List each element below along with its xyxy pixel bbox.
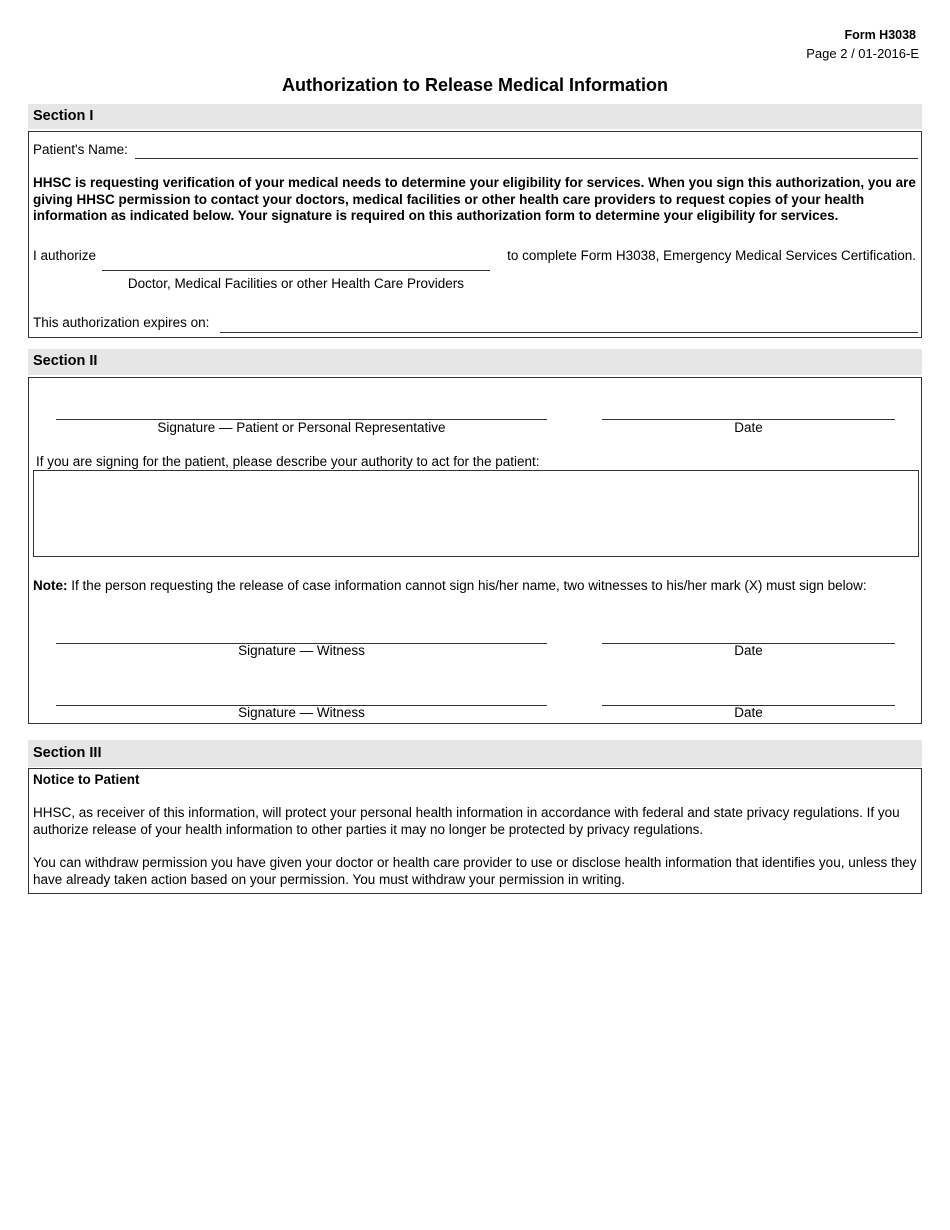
- form-number: Form H3038: [844, 28, 916, 42]
- witness-2-caption: Signature — Witness: [238, 705, 365, 720]
- section-3-header: [28, 740, 922, 767]
- provider-caption: Doctor, Medical Facilities or other Health Care Providers: [127, 276, 465, 291]
- section-3-heading: Section III: [33, 745, 102, 761]
- page-info: Page 2 / 01-2016-E: [806, 46, 919, 61]
- patient-date-caption: Date: [734, 420, 763, 435]
- intro-text: HHSC is requesting verification of your medical needs to determine your eligibility for services. When you sign this authorization, you are giving HHSC permission to contact your doctors, medical facilities or other health care providers to request copies of your health information as indicated below. Your signature is required on this authorization form to determine your eligibility for services.: [33, 175, 916, 223]
- authorize-suffix: to complete Form H3038, Emergency Medical Services Certification.: [507, 248, 916, 263]
- authorize-label: I authorize: [33, 248, 97, 263]
- provider-field[interactable]: [102, 270, 490, 271]
- patient-name-field[interactable]: [135, 158, 918, 159]
- notice-paragraph-1: HHSC, as receiver of this information, will protect your personal health information in accordance with federal and state privacy regulations. If you authorize release of your health information to other parties it may no longer be protected by privacy regulations.: [33, 805, 900, 837]
- note-body: If the person requesting the release of case information cannot sign his/her name, two witnesses to his/her mark (X) must sign below:: [67, 578, 867, 593]
- authority-label: If you are signing for the patient, please describe your authority to act for the patient:: [36, 454, 540, 469]
- witness-1-date-caption: Date: [734, 643, 763, 658]
- section-1-heading: Section I: [33, 108, 94, 124]
- patient-name-label: Patient's Name:: [33, 142, 128, 157]
- authority-textarea[interactable]: [33, 470, 919, 557]
- note-text: [33, 578, 867, 593]
- note-label: Note:: [33, 578, 68, 593]
- expiration-field[interactable]: [220, 332, 918, 333]
- section-1-box: [28, 131, 922, 338]
- witness-2-date-caption: Date: [734, 705, 763, 720]
- page-title: Authorization to Release Medical Information: [281, 75, 669, 95]
- patient-signature-caption: Signature — Patient or Personal Representative: [157, 420, 446, 435]
- section-2-heading: Section II: [33, 353, 98, 369]
- witness-1-caption: Signature — Witness: [238, 643, 365, 658]
- expires-label: This authorization expires on:: [33, 315, 210, 330]
- section-1-header: [28, 104, 922, 129]
- notice-paragraph-2: You can withdraw permission you have given your doctor or health care provider to use or disclose health information that identifies you, unless they have already taken action based on your permission. You must withdraw your permission in writing.: [33, 855, 917, 887]
- section-2-header: [28, 349, 922, 375]
- notice-title: Notice to Patient: [33, 772, 140, 787]
